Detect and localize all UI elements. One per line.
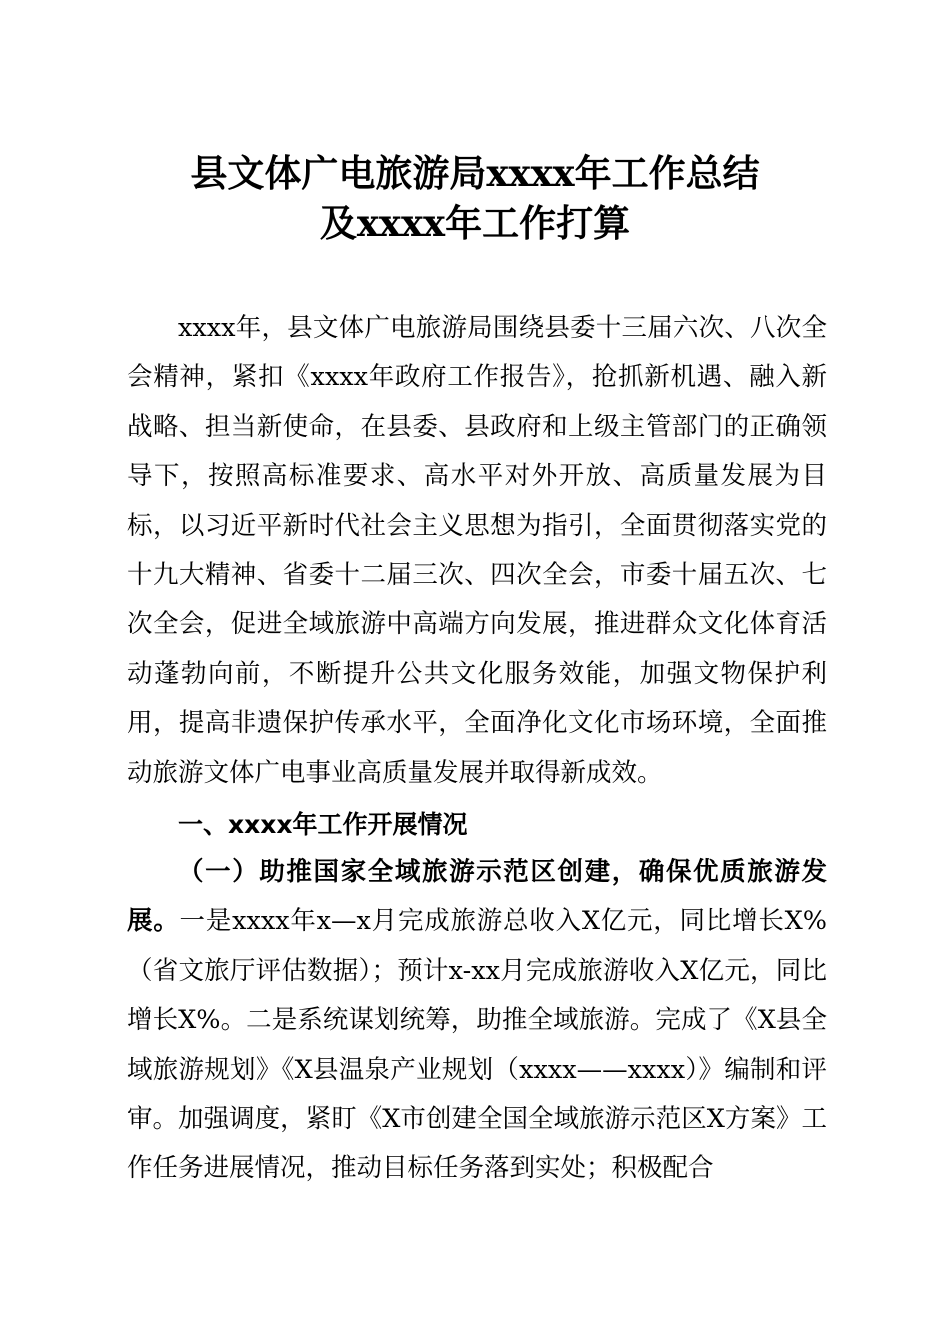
subsection-1-text: 一是xxxx年x—x月完成旅游总收入X亿元，同比增长X%（省文旅厅评估数据）；预计x-xx月完成旅游收入X亿元，同比增长X%。二是系统谋划统筹，助推全域旅游。完成了《X县全域旅游规划》《X县温泉产业规划（xxxx——xxxx）》编制和评审。加强调度，紧盯《X市创建全国全域旅游示范区X方案》工作任务进展情况，推动目标任务落到实处；积极配合 [127, 906, 827, 1184]
section-1-heading: 一、xxxx年工作开展情况 [178, 810, 468, 839]
document-title-line-1: 县文体广电旅游局xxxx年工作总结 [190, 151, 760, 195]
subsection-1-heading: （一）助推国家全域旅游示范区创建，确保优质旅游发展。 [127, 857, 827, 937]
subsection-1-paragraph [127, 848, 827, 1194]
intro-paragraph: xxxx年，县文体广电旅游局围绕县委十三届六次、八次全会精神，紧扣《xxxx年政府工作报告》，抢抓新机遇、融入新战略、担当新使命，在县委、县政府和上级主管部门的正确领导下，按照高标准要求、高水平对外开放、高质量发展为目标，以习近平新时代社会主义思想为指引，全面贯彻落实党的十九大精神、省委十二届三次、四次全会，市委十届五次、七次全会，促进全域旅游中高端方向发展，推进群众文化体育活动蓬勃向前，不断提升公共文化服务效能，加强文物保护利用，提高非遗保护传承水平，全面净化文化市场环境，全面推动旅游文体广电事业高质量发展并取得新成效。 [127, 313, 827, 788]
document-title-line-2: 及xxxx年工作打算 [319, 201, 631, 245]
